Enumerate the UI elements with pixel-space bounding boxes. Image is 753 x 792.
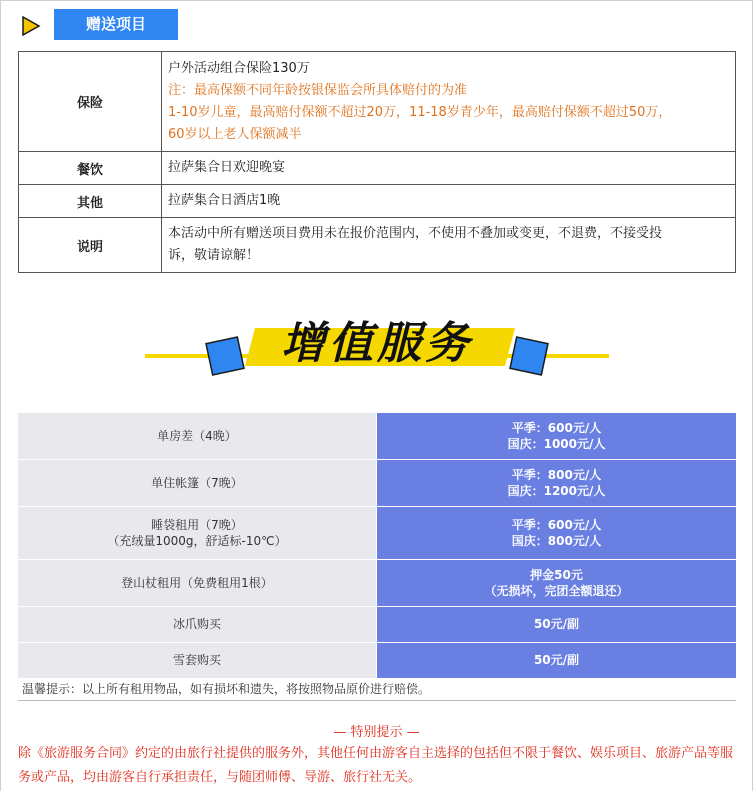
table-row (18, 642, 736, 678)
item-line: 雪套购买 (172, 653, 221, 667)
price-cell (377, 459, 737, 506)
price-line: 平季：800元/人 (511, 467, 602, 482)
item-cell (18, 642, 377, 678)
table-row (19, 152, 736, 185)
value-added-banner (145, 308, 609, 382)
row-value (162, 218, 736, 273)
value-line: 户外活动组合保险130万 (168, 60, 310, 76)
price-line: 国庆：800元/人 (511, 533, 602, 548)
price-cell (377, 413, 737, 459)
table-row (19, 185, 736, 218)
row-key: 餐饮 (19, 152, 162, 185)
value-added-table (18, 413, 736, 679)
rental-note: 温馨提示：以上所有租用物品，如有损坏和遗失，将按照物品原价进行赔偿。 (18, 680, 736, 701)
row-key: 说明 (19, 218, 162, 273)
row-value (162, 52, 736, 152)
special-notice-body: 除《旅游服务合同》约定的由旅行社提供的服务外，其他任何由游客自主选择的包括但不限于餐饮、娱乐项目、旅游产品等服务或产品，均由游客自行承担责任，与随团师傅、导游、旅行社无关。 (18, 746, 734, 785)
item-cell (18, 413, 377, 459)
price-line: 50元/副 (533, 653, 580, 667)
item-line: （充绒量1000g，舒适标-10℃） (107, 533, 287, 548)
item-line: 单住帐篷（7晚） (151, 475, 243, 490)
item-cell (18, 559, 377, 606)
item-line: 睡袋租用（7晚） (151, 517, 243, 532)
section-title: 赠送项目 (54, 9, 178, 40)
price-line: 押金50元 (530, 567, 583, 582)
price-line: 平季：600元/人 (511, 517, 602, 532)
price-cell (377, 642, 737, 678)
special-notice-title: — 特别提示 — (333, 725, 420, 740)
row-key: 其他 (19, 185, 162, 218)
value-line: 诉，敬请谅解！ (168, 248, 260, 263)
gift-table (18, 51, 736, 273)
left-square-icon (206, 337, 244, 375)
play-triangle-icon (20, 15, 42, 37)
item-cell (18, 506, 377, 559)
price-line: 50元/副 (533, 617, 580, 631)
row-key: 保险 (19, 52, 162, 152)
price-cell (377, 506, 737, 559)
price-cell (377, 606, 737, 642)
item-cell (18, 606, 377, 642)
banner-title: 增值服务 (281, 318, 473, 369)
value-line: 拉萨集合日欢迎晚宴 (168, 160, 286, 175)
value-line: 拉萨集合日酒店1晚 (168, 193, 281, 208)
table-row (18, 506, 736, 559)
row-value (162, 152, 736, 185)
value-line: 本活动中所有赠送项目费用未在报价范围内，不使用不叠加或变更，不退费，不接受投 (168, 226, 663, 241)
value-line: 注：最高保额不同年龄按银保监会所具体赔付的为准 (168, 82, 468, 98)
item-line: 登山杖租用（免费租用1根） (121, 575, 273, 590)
row-value (162, 185, 736, 218)
item-line: 冰爪购买 (172, 617, 221, 631)
price-cell (377, 559, 737, 606)
value-line: 1-10岁儿童，最高赔付保额不超过20万，11-18岁青少年，最高赔付保额不超过50万， (168, 104, 672, 120)
item-line: 单房差（4晚） (157, 428, 237, 443)
price-line: （无损坏，完团全额退还） (484, 583, 629, 598)
table-row (18, 459, 736, 506)
price-line: 平季：600元/人 (511, 420, 602, 435)
item-cell (18, 459, 377, 506)
price-line: 国庆：1000元/人 (507, 436, 606, 451)
value-line: 60岁以上老人保额减半 (168, 126, 302, 142)
table-row (19, 218, 736, 273)
table-row (19, 52, 736, 152)
table-row (18, 559, 736, 606)
price-line: 国庆：1200元/人 (507, 483, 606, 498)
table-row (18, 413, 736, 459)
right-square-icon (510, 337, 548, 375)
table-row (18, 606, 736, 642)
